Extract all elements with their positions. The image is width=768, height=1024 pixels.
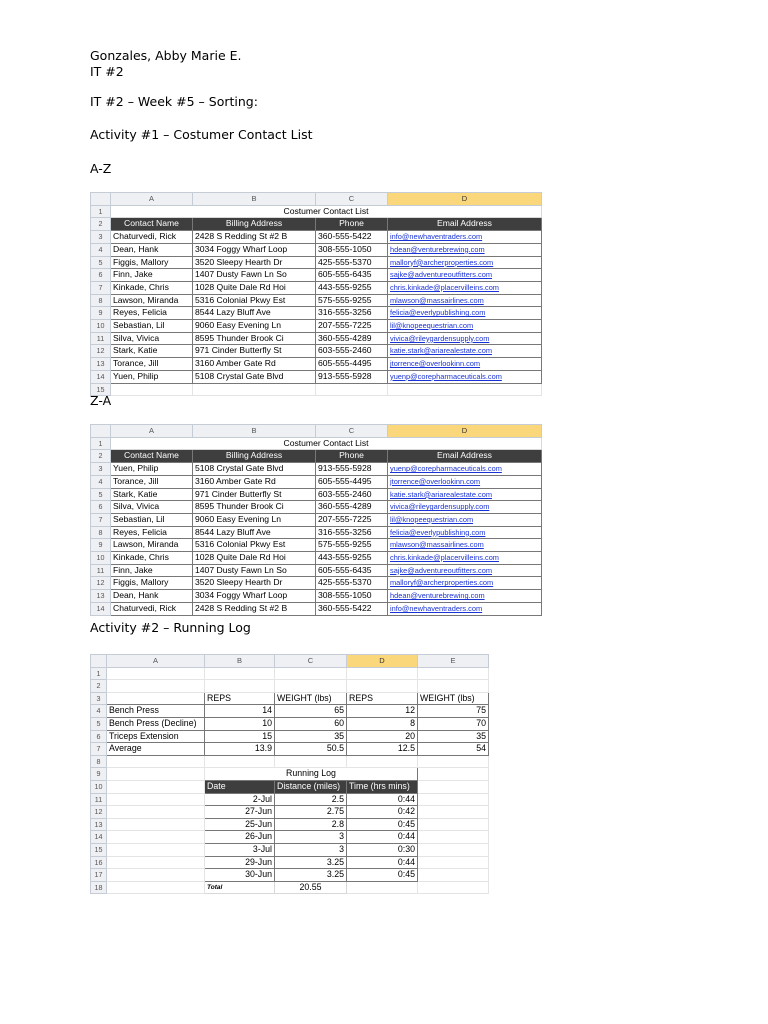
distance-cell[interactable]: 3: [275, 831, 347, 844]
row-number[interactable]: 5: [91, 717, 107, 730]
row-number[interactable]: 6: [91, 269, 111, 282]
table-row[interactable]: [91, 793, 489, 806]
contact-name-cell[interactable]: Sebastian, Lil: [111, 513, 193, 526]
row-number[interactable]: 14: [91, 370, 111, 383]
contact-name-cell[interactable]: Lawson, Miranda: [111, 294, 193, 307]
value-cell[interactable]: 12: [347, 705, 418, 718]
contact-name-cell[interactable]: Dean, Hank: [111, 590, 193, 603]
email-cell[interactable]: vivica@rileygardensupply.com: [388, 501, 542, 514]
document-heading: IT #2 – Week #5 – Sorting:: [90, 94, 258, 109]
distance-cell[interactable]: 3.25: [275, 869, 347, 882]
date-cell[interactable]: 29-Jun: [205, 856, 275, 869]
phone-cell[interactable]: 605-555-4495: [316, 358, 388, 371]
table-row[interactable]: [91, 806, 489, 819]
table-row[interactable]: [91, 488, 542, 501]
value-cell[interactable]: 75: [418, 705, 489, 718]
contact-name-cell[interactable]: Silva, Vivica: [111, 501, 193, 514]
value-cell[interactable]: 15: [205, 730, 275, 743]
billing-address-cell[interactable]: 3520 Sleepy Hearth Dr: [193, 256, 316, 269]
table-row[interactable]: [91, 717, 489, 730]
value-cell[interactable]: 13.9: [205, 743, 275, 756]
time-cell[interactable]: 0:44: [347, 856, 418, 869]
table-row[interactable]: [91, 552, 542, 565]
value-cell[interactable]: 50.5: [275, 743, 347, 756]
select-all-corner[interactable]: [91, 655, 107, 668]
email-cell[interactable]: info@newhaventraders.com: [388, 231, 542, 244]
table-row[interactable]: [91, 501, 542, 514]
billing-address-cell[interactable]: 8595 Thunder Brook Ci: [193, 332, 316, 345]
header-email[interactable]: Email Address: [388, 218, 542, 231]
contact-name-cell[interactable]: Sebastian, Lil: [111, 320, 193, 333]
row-number[interactable]: 2: [91, 450, 111, 463]
phone-cell[interactable]: 360-555-4289: [316, 332, 388, 345]
email-cell[interactable]: felicia@everlypublishing.com: [388, 526, 542, 539]
value-cell[interactable]: 35: [418, 730, 489, 743]
date-cell[interactable]: 2-Jul: [205, 793, 275, 806]
row-number[interactable]: 1: [91, 667, 107, 680]
row-number[interactable]: 1: [91, 205, 111, 218]
contact-name-cell[interactable]: Lawson, Miranda: [111, 539, 193, 552]
row-number[interactable]: 6: [91, 730, 107, 743]
row-number[interactable]: 9: [91, 768, 107, 781]
billing-address-cell[interactable]: 8544 Lazy Bluff Ave: [193, 526, 316, 539]
row-number[interactable]: 15: [91, 843, 107, 856]
email-cell[interactable]: katie.stark@ariarealestate.com: [388, 488, 542, 501]
phone-cell[interactable]: 207-555-7225: [316, 513, 388, 526]
contact-name-cell[interactable]: Chaturvedi, Rick: [111, 231, 193, 244]
email-cell[interactable]: jtorrence@overlookinn.com: [388, 475, 542, 488]
za-label: Z-A: [90, 393, 112, 408]
column-header-b[interactable]: B: [205, 655, 275, 668]
table-row[interactable]: [91, 590, 542, 603]
row-number[interactable]: 4: [91, 243, 111, 256]
row-number[interactable]: 6: [91, 501, 111, 514]
contact-name-cell[interactable]: Reyes, Felicia: [111, 526, 193, 539]
exercise-name-cell[interactable]: Triceps Extension: [107, 730, 205, 743]
row-number[interactable]: 18: [91, 881, 107, 894]
row-number[interactable]: 11: [91, 332, 111, 345]
date-cell[interactable]: 30-Jun: [205, 869, 275, 882]
running-log-sheet: [90, 654, 489, 894]
header-time[interactable]: Time (hrs mins): [347, 780, 418, 793]
phone-cell[interactable]: 603-555-2460: [316, 488, 388, 501]
value-cell[interactable]: 60: [275, 717, 347, 730]
header-phone[interactable]: Phone: [316, 450, 388, 463]
email-cell[interactable]: chris.kinkade@placervilleins.com: [388, 281, 542, 294]
az-label: A-Z: [90, 161, 112, 176]
table-row[interactable]: [91, 564, 542, 577]
email-cell[interactable]: sajke@adventureoutfitters.com: [388, 269, 542, 282]
contacts-za-sheet: [90, 424, 542, 616]
phone-cell[interactable]: 603-555-2460: [316, 345, 388, 358]
row-number[interactable]: 7: [91, 513, 111, 526]
date-cell[interactable]: 3-Jul: [205, 843, 275, 856]
phone-cell[interactable]: 605-555-6435: [316, 564, 388, 577]
running-log-title[interactable]: Running Log: [205, 768, 418, 781]
contact-name-cell[interactable]: Torance, Jill: [111, 475, 193, 488]
email-cell[interactable]: jtorrence@overlookinn.com: [388, 358, 542, 371]
table-row[interactable]: [91, 856, 489, 869]
contact-name-cell[interactable]: Stark, Katie: [111, 345, 193, 358]
value-cell[interactable]: 35: [275, 730, 347, 743]
phone-cell[interactable]: 913-555-5928: [316, 370, 388, 383]
row-number[interactable]: 13: [91, 590, 111, 603]
table-row[interactable]: [91, 345, 542, 358]
row-number[interactable]: 4: [91, 705, 107, 718]
select-all-corner[interactable]: [91, 425, 111, 438]
table-row[interactable]: [91, 843, 489, 856]
phone-cell[interactable]: 207-555-7225: [316, 320, 388, 333]
table-row[interactable]: [91, 577, 542, 590]
header-date[interactable]: Date: [205, 780, 275, 793]
row-number[interactable]: 2: [91, 218, 111, 231]
time-cell[interactable]: 0:42: [347, 806, 418, 819]
row-number[interactable]: 10: [91, 780, 107, 793]
contact-name-cell[interactable]: Reyes, Felicia: [111, 307, 193, 320]
billing-address-cell[interactable]: 2428 S Redding St #2 B: [193, 602, 316, 615]
value-cell[interactable]: 70: [418, 717, 489, 730]
email-cell[interactable]: mlawson@massairlines.com: [388, 539, 542, 552]
date-cell[interactable]: 25-Jun: [205, 818, 275, 831]
header-weight-2[interactable]: WEIGHT (lbs): [418, 692, 489, 705]
email-cell[interactable]: vivica@rileygardensupply.com: [388, 332, 542, 345]
billing-address-cell[interactable]: 971 Cinder Butterfly St: [193, 488, 316, 501]
column-header-a[interactable]: A: [107, 655, 205, 668]
header-billing-address[interactable]: Billing Address: [193, 450, 316, 463]
contact-name-cell[interactable]: Figgis, Mallory: [111, 256, 193, 269]
billing-address-cell[interactable]: 9060 Easy Evening Ln: [193, 320, 316, 333]
contact-name-cell[interactable]: Figgis, Mallory: [111, 577, 193, 590]
table-row[interactable]: [91, 231, 542, 244]
exercise-name-cell[interactable]: Bench Press (Decline): [107, 717, 205, 730]
billing-address-cell[interactable]: 5316 Colonial Pkwy Est: [193, 539, 316, 552]
table-row[interactable]: [91, 269, 542, 282]
contacts-az-sheet: [90, 192, 542, 396]
row-number[interactable]: 13: [91, 358, 111, 371]
contact-name-cell[interactable]: Silva, Vivica: [111, 332, 193, 345]
phone-cell[interactable]: 913-555-5928: [316, 463, 388, 476]
exercise-name-cell[interactable]: Average: [107, 743, 205, 756]
phone-cell[interactable]: 308-555-1050: [316, 590, 388, 603]
row-number[interactable]: 3: [91, 463, 111, 476]
billing-address-cell[interactable]: 5316 Colonial Pkwy Est: [193, 294, 316, 307]
table-row[interactable]: [91, 370, 542, 383]
table-row[interactable]: [91, 539, 542, 552]
email-cell[interactable]: yuenp@corepharmaceuticals.com: [388, 463, 542, 476]
table-row[interactable]: [91, 869, 489, 882]
column-header-b[interactable]: B: [193, 425, 316, 438]
phone-cell[interactable]: 605-555-6435: [316, 269, 388, 282]
contact-name-cell[interactable]: Kinkade, Chris: [111, 552, 193, 565]
row-number[interactable]: 8: [91, 526, 111, 539]
phone-cell[interactable]: 425-555-5370: [316, 256, 388, 269]
phone-cell[interactable]: 443-555-9255: [316, 552, 388, 565]
billing-address-cell[interactable]: 1407 Dusty Fawn Ln So: [193, 269, 316, 282]
column-header-e[interactable]: E: [418, 655, 489, 668]
distance-cell[interactable]: 2.75: [275, 806, 347, 819]
contact-name-cell[interactable]: Finn, Jake: [111, 564, 193, 577]
email-cell[interactable]: lil@knopeequestrian.com: [388, 513, 542, 526]
column-header-c[interactable]: C: [316, 425, 388, 438]
row-number[interactable]: 9: [91, 307, 111, 320]
row-number[interactable]: 3: [91, 231, 111, 244]
distance-cell[interactable]: 2.8: [275, 818, 347, 831]
email-cell[interactable]: malloryf@archerproperties.com: [388, 256, 542, 269]
column-header-a[interactable]: A: [111, 193, 193, 206]
time-cell[interactable]: 0:30: [347, 843, 418, 856]
email-cell[interactable]: chris.kinkade@placervilleins.com: [388, 552, 542, 565]
email-cell[interactable]: katie.stark@ariarealestate.com: [388, 345, 542, 358]
email-cell[interactable]: hdean@venturebrewing.com: [388, 590, 542, 603]
phone-cell[interactable]: 575-555-9255: [316, 294, 388, 307]
row-number[interactable]: 15: [91, 383, 111, 396]
billing-address-cell[interactable]: 3034 Foggy Wharf Loop: [193, 243, 316, 256]
billing-address-cell[interactable]: 8544 Lazy Bluff Ave: [193, 307, 316, 320]
value-cell[interactable]: 14: [205, 705, 275, 718]
table-row[interactable]: [91, 513, 542, 526]
column-header-d[interactable]: D: [347, 655, 418, 668]
row-number[interactable]: 14: [91, 831, 107, 844]
header-reps-1[interactable]: REPS: [205, 692, 275, 705]
sheet-title[interactable]: Costumer Contact List: [111, 437, 542, 450]
contact-name-cell[interactable]: Torance, Jill: [111, 358, 193, 371]
billing-address-cell[interactable]: 971 Cinder Butterfly St: [193, 345, 316, 358]
header-distance[interactable]: Distance (miles): [275, 780, 347, 793]
row-number[interactable]: 11: [91, 564, 111, 577]
row-number[interactable]: 5: [91, 488, 111, 501]
contact-name-cell[interactable]: Kinkade, Chris: [111, 281, 193, 294]
email-cell[interactable]: hdean@venturebrewing.com: [388, 243, 542, 256]
row-number[interactable]: 12: [91, 806, 107, 819]
column-header-c[interactable]: C: [316, 193, 388, 206]
phone-cell[interactable]: 360-555-4289: [316, 501, 388, 514]
activity-2-title: Activity #2 – Running Log: [90, 620, 251, 635]
email-cell[interactable]: yuenp@corepharmaceuticals.com: [388, 370, 542, 383]
sheet-title[interactable]: Costumer Contact List: [111, 205, 542, 218]
table-row[interactable]: [91, 730, 489, 743]
author-name: Gonzales, Abby Marie E.: [90, 48, 242, 63]
phone-cell[interactable]: 443-555-9255: [316, 281, 388, 294]
row-number[interactable]: 17: [91, 869, 107, 882]
distance-cell[interactable]: 3.25: [275, 856, 347, 869]
table-row[interactable]: [91, 831, 489, 844]
row-number[interactable]: 16: [91, 856, 107, 869]
row-number[interactable]: 4: [91, 475, 111, 488]
row-number[interactable]: 8: [91, 755, 107, 768]
value-cell[interactable]: 65: [275, 705, 347, 718]
column-header-d[interactable]: D: [388, 425, 542, 438]
phone-cell[interactable]: 316-555-3256: [316, 307, 388, 320]
billing-address-cell[interactable]: 5108 Crystal Gate Blvd: [193, 370, 316, 383]
table-row[interactable]: [91, 818, 489, 831]
table-row[interactable]: [91, 281, 542, 294]
table-row[interactable]: [91, 320, 542, 333]
email-cell[interactable]: lil@knopeequestrian.com: [388, 320, 542, 333]
value-cell[interactable]: 10: [205, 717, 275, 730]
table-row[interactable]: [91, 705, 489, 718]
phone-cell[interactable]: 316-555-3256: [316, 526, 388, 539]
table-row[interactable]: [91, 243, 542, 256]
table-row[interactable]: [91, 743, 489, 756]
contact-name-cell[interactable]: Chaturvedi, Rick: [111, 602, 193, 615]
time-cell[interactable]: 0:44: [347, 793, 418, 806]
date-cell[interactable]: 26-Jun: [205, 831, 275, 844]
header-billing-address[interactable]: Billing Address: [193, 218, 316, 231]
billing-address-cell[interactable]: 1028 Quite Dale Rd Hoi: [193, 281, 316, 294]
billing-address-cell[interactable]: 9060 Easy Evening Ln: [193, 513, 316, 526]
row-number[interactable]: 9: [91, 539, 111, 552]
value-cell[interactable]: 20: [347, 730, 418, 743]
time-cell[interactable]: 0:45: [347, 818, 418, 831]
total-label[interactable]: Total: [205, 881, 275, 894]
contact-name-cell[interactable]: Stark, Katie: [111, 488, 193, 501]
row-number[interactable]: 7: [91, 743, 107, 756]
phone-cell[interactable]: 308-555-1050: [316, 243, 388, 256]
column-header-c[interactable]: C: [275, 655, 347, 668]
email-cell[interactable]: malloryf@archerproperties.com: [388, 577, 542, 590]
date-cell[interactable]: 27-Jun: [205, 806, 275, 819]
email-cell[interactable]: info@newhaventraders.com: [388, 602, 542, 615]
billing-address-cell[interactable]: 3034 Foggy Wharf Loop: [193, 590, 316, 603]
time-cell[interactable]: 0:44: [347, 831, 418, 844]
row-number[interactable]: 3: [91, 692, 107, 705]
contact-name-cell[interactable]: Dean, Hank: [111, 243, 193, 256]
distance-cell[interactable]: 2.5: [275, 793, 347, 806]
row-number[interactable]: 13: [91, 818, 107, 831]
select-all-corner[interactable]: [91, 193, 111, 206]
row-number[interactable]: 7: [91, 281, 111, 294]
time-cell[interactable]: 0:45: [347, 869, 418, 882]
row-number[interactable]: 11: [91, 793, 107, 806]
row-number[interactable]: 10: [91, 552, 111, 565]
contact-name-cell[interactable]: Finn, Jake: [111, 269, 193, 282]
phone-cell[interactable]: 360-555-5422: [316, 602, 388, 615]
row-number[interactable]: 10: [91, 320, 111, 333]
header-phone[interactable]: Phone: [316, 218, 388, 231]
billing-address-cell[interactable]: 3160 Amber Gate Rd: [193, 358, 316, 371]
table-row[interactable]: [91, 358, 542, 371]
table-row[interactable]: [91, 602, 542, 615]
header-reps-2[interactable]: REPS: [347, 692, 418, 705]
total-distance[interactable]: 20.55: [275, 881, 347, 894]
value-cell[interactable]: 54: [418, 743, 489, 756]
exercise-name-cell[interactable]: Bench Press: [107, 705, 205, 718]
class-name: IT #2: [90, 64, 124, 79]
row-number[interactable]: 12: [91, 577, 111, 590]
row-number[interactable]: 8: [91, 294, 111, 307]
row-number[interactable]: 12: [91, 345, 111, 358]
billing-address-cell[interactable]: 3160 Amber Gate Rd: [193, 475, 316, 488]
row-number[interactable]: 14: [91, 602, 111, 615]
phone-cell[interactable]: 360-555-5422: [316, 231, 388, 244]
value-cell[interactable]: 8: [347, 717, 418, 730]
contact-name-cell[interactable]: Yuen, Philip: [111, 463, 193, 476]
header-email[interactable]: Email Address: [388, 450, 542, 463]
header-contact-name[interactable]: Contact Name: [111, 450, 193, 463]
column-header-b[interactable]: B: [193, 193, 316, 206]
billing-address-cell[interactable]: 8595 Thunder Brook Ci: [193, 501, 316, 514]
email-cell[interactable]: mlawson@massairlines.com: [388, 294, 542, 307]
email-cell[interactable]: felicia@everlypublishing.com: [388, 307, 542, 320]
value-cell[interactable]: 12.5: [347, 743, 418, 756]
table-row[interactable]: [91, 256, 542, 269]
contact-name-cell[interactable]: Yuen, Philip: [111, 370, 193, 383]
table-row[interactable]: [91, 475, 542, 488]
row-number[interactable]: 2: [91, 680, 107, 693]
billing-address-cell[interactable]: 1407 Dusty Fawn Ln So: [193, 564, 316, 577]
header-contact-name[interactable]: Contact Name: [111, 218, 193, 231]
billing-address-cell[interactable]: 3520 Sleepy Hearth Dr: [193, 577, 316, 590]
row-number[interactable]: 5: [91, 256, 111, 269]
activity-1-title: Activity #1 – Costumer Contact List: [90, 127, 313, 142]
table-row[interactable]: [91, 332, 542, 345]
table-row[interactable]: [91, 526, 542, 539]
column-header-d[interactable]: D: [388, 193, 542, 206]
header-weight-1[interactable]: WEIGHT (lbs): [275, 692, 347, 705]
phone-cell[interactable]: 605-555-4495: [316, 475, 388, 488]
table-row[interactable]: [91, 463, 542, 476]
table-row[interactable]: [91, 294, 542, 307]
table-row[interactable]: [91, 307, 542, 320]
billing-address-cell[interactable]: 5108 Crystal Gate Blvd: [193, 463, 316, 476]
distance-cell[interactable]: 3: [275, 843, 347, 856]
email-cell[interactable]: sajke@adventureoutfitters.com: [388, 564, 542, 577]
billing-address-cell[interactable]: 2428 S Redding St #2 B: [193, 231, 316, 244]
phone-cell[interactable]: 425-555-5370: [316, 577, 388, 590]
column-header-a[interactable]: A: [111, 425, 193, 438]
billing-address-cell[interactable]: 1028 Quite Dale Rd Hoi: [193, 552, 316, 565]
row-number[interactable]: 1: [91, 437, 111, 450]
phone-cell[interactable]: 575-555-9255: [316, 539, 388, 552]
